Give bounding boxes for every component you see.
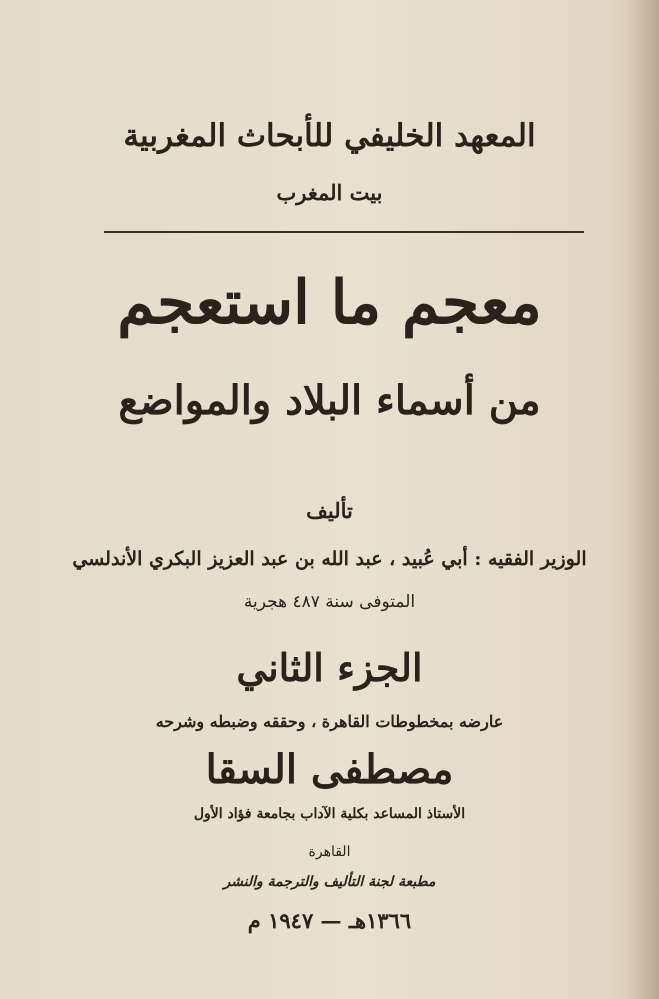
book-subtitle: من أسماء البلاد والمواضع [118, 377, 541, 424]
editor-name: مصطفى السقا [205, 746, 454, 793]
author-death-date: المتوفى سنة ٤٨٧ هجرية [243, 592, 416, 612]
header-divider [104, 231, 584, 233]
publisher: مطبعة لجنة التأليف والترجمة والنشر [223, 874, 436, 890]
editorial-note: عارضه بمخطوطات القاهرة ، وحققه وضبطه وشرحه [155, 712, 504, 731]
editor-title: الأستاذ المساعد بكلية الآداب بجامعة فؤاد الأول [193, 806, 466, 822]
publication-city: القاهرة [308, 844, 351, 860]
institute-name: المعهد الخليفي للأبحاث المغربية [123, 118, 536, 154]
institute-subtitle: بيت المغرب [276, 180, 383, 205]
authorship-label: تأليف [306, 498, 353, 523]
author-name: الوزير الفقيه : أبي عُبيد ، عبد الله بن عبد العزيز البكري الأندلسي [72, 548, 587, 570]
publication-year: ١٣٦٦هـ — ١٩٤٧ م [247, 908, 412, 933]
book-title: معجم ما استعجم [117, 268, 542, 338]
volume-label: الجزء الثاني [236, 645, 423, 690]
